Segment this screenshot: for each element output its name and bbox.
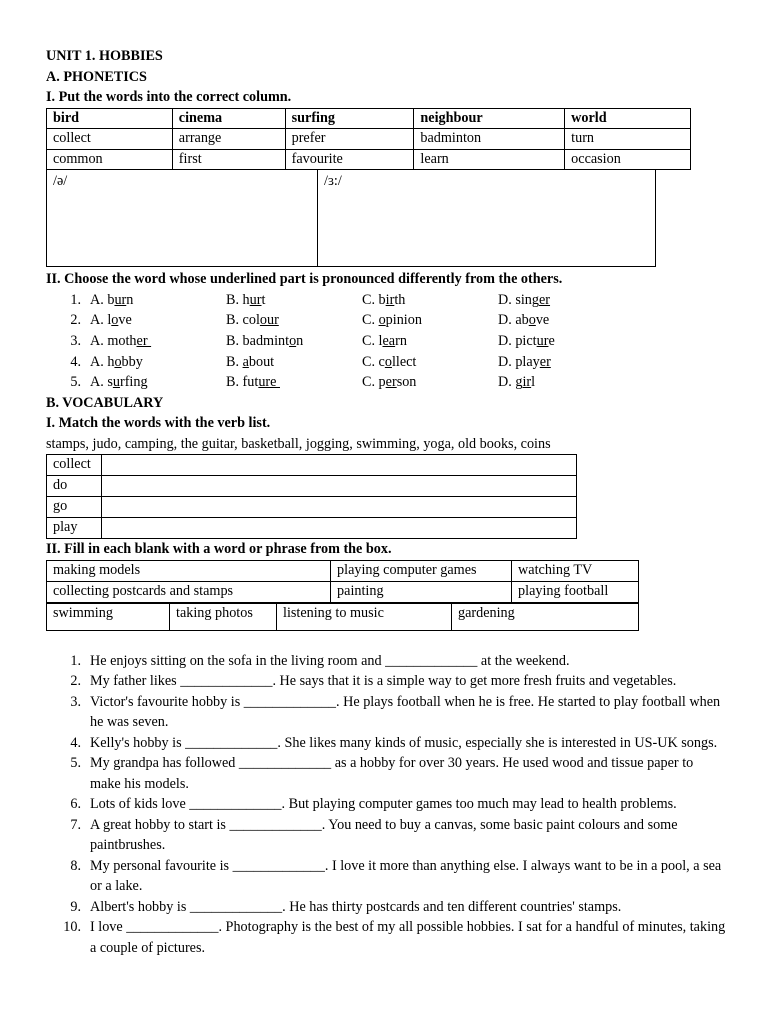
option-text: B. badmint [226, 332, 290, 349]
option-text: e [548, 332, 555, 349]
sentence-text: Albert's hobby is _____________. He has thirty postcards and ten different countries' stamps. [90, 898, 622, 915]
underlined-part: ure [258, 374, 280, 391]
option-text: D. sing [498, 291, 539, 308]
word-cell: neighbour [414, 108, 565, 129]
answer-option[interactable] [498, 290, 634, 311]
word-row [47, 129, 691, 150]
answer-cell[interactable] [102, 455, 577, 476]
vocab2-heading: II. Fill in each blank with a word or phrase from the box. [46, 541, 392, 558]
phrase-cell: painting [331, 581, 512, 602]
option-text: A. b [90, 291, 115, 308]
word-table [46, 108, 691, 171]
list-item [46, 794, 736, 815]
list-item [46, 651, 736, 672]
word-cell: bird [47, 108, 173, 129]
underlined-part: o [111, 312, 119, 329]
option-text: ve [535, 312, 550, 329]
verb-table [46, 454, 577, 539]
sentence-text: I love _____________. Photography is the best of my all possible hobbies. I sat for a handful of minutes, taking a couple of pictures. [90, 919, 726, 956]
answer-cell[interactable] [102, 518, 577, 539]
answer-option[interactable] [90, 310, 226, 331]
underlined-part: o [384, 353, 392, 370]
sound-sort-box [46, 170, 656, 267]
answer-option[interactable] [90, 352, 226, 373]
option-text: bout [248, 353, 275, 370]
phrase-cell: playing computer games [331, 560, 512, 581]
option-text: D. play [498, 353, 540, 370]
verb-cell: go [47, 497, 102, 518]
word-cell: occasion [565, 149, 691, 170]
sentence-text: Kelly's hobby is _____________. She likes many kinds of music, especially she is interested in US-UK songs. [90, 734, 718, 751]
question-number: 1. [70, 291, 81, 308]
option-text: son [396, 374, 417, 391]
mcq-row [46, 331, 736, 352]
section-a-heading: A. PHONETICS [46, 68, 147, 85]
underlined-part: o [378, 312, 386, 329]
sentence-number: 8. [70, 857, 81, 874]
option-text: t [261, 291, 266, 308]
underlined-part: er [385, 374, 397, 391]
option-text: B. h [226, 291, 250, 308]
list-item [46, 897, 736, 918]
underlined-part: ur [536, 332, 549, 349]
sentence-text: He enjoys sitting on the sofa in the living room and _____________ at the weekend. [90, 652, 570, 669]
phrase-cell: making models [47, 560, 331, 581]
answer-option[interactable] [498, 310, 634, 331]
word-cell: first [172, 149, 285, 170]
list-item [46, 692, 736, 733]
sentence-number: 3. [70, 693, 81, 710]
verb-row [47, 476, 577, 497]
answer-option[interactable] [90, 372, 226, 393]
verb-row [47, 497, 577, 518]
underlined-part: ur [249, 291, 262, 308]
answer-option[interactable] [226, 331, 362, 352]
option-text: A. s [90, 374, 113, 391]
word-cell: favourite [285, 149, 414, 170]
er-label: /ɜ:/ [324, 173, 342, 189]
answer-option[interactable] [226, 372, 362, 393]
option-text: th [394, 291, 406, 308]
word-cell: surfing [285, 108, 414, 129]
option-text: n [296, 332, 304, 349]
option-text: llect [391, 353, 417, 370]
option-text: A. l [90, 312, 112, 329]
question-number: 5. [70, 374, 81, 391]
answer-option[interactable] [362, 331, 498, 352]
word-cell: prefer [285, 129, 414, 150]
answer-option[interactable] [362, 352, 498, 373]
option-text: D. pict [498, 332, 537, 349]
sentence-text: A great hobby to start is _____________. You need to buy a canvas, some basic paint colours and some paintbrushes. [90, 816, 678, 854]
phrase-row [47, 603, 639, 631]
section-b-heading: B. VOCABULARY [46, 394, 164, 411]
underlined-part: er [539, 291, 551, 308]
mcq-row [46, 290, 736, 311]
phrase-cell: swimming [47, 603, 170, 631]
phrase-cell: watching TV [512, 560, 639, 581]
option-text: A. moth [90, 332, 137, 349]
underlined-part: er [539, 353, 551, 370]
phrase-box [46, 560, 639, 603]
option-text: C. c [362, 353, 385, 370]
answer-option[interactable] [362, 290, 498, 311]
schwa-label: /ə/ [53, 173, 68, 189]
option-text: rn [395, 332, 407, 349]
word-cell: common [47, 149, 173, 170]
answer-option[interactable] [226, 310, 362, 331]
sentence-number: 1. [70, 652, 81, 669]
sentence-number: 9. [70, 898, 81, 915]
answer-option[interactable] [90, 290, 226, 311]
question-number: 2. [70, 312, 81, 329]
verb-cell: play [47, 518, 102, 539]
word-cell: world [565, 108, 691, 129]
option-text: B. col [226, 312, 260, 329]
worksheet [46, 46, 736, 958]
underlined-part: ir [522, 374, 532, 391]
phrase-row [47, 560, 639, 581]
underlined-part: o [528, 312, 536, 329]
phrase-row [47, 581, 639, 602]
word-cell: arrange [172, 129, 285, 150]
answer-option[interactable] [498, 352, 634, 373]
fill-in-list [46, 651, 736, 959]
sentence-text: My father likes _____________. He says that it is a simple way to get more fresh fruits and vegetables. [90, 673, 677, 690]
list-item [46, 815, 736, 856]
word-row [47, 108, 691, 129]
answer-option[interactable] [362, 310, 498, 331]
phrase-box-bottom [46, 602, 639, 631]
answer-option[interactable] [498, 372, 634, 393]
answer-option[interactable] [226, 290, 362, 311]
word-cell: cinema [172, 108, 285, 129]
list-item [46, 671, 736, 692]
underlined-part: ea [382, 332, 396, 349]
sentence-text: Victor's favourite hobby is _____________. He plays football when he is free. He started to play football when he was seven. [90, 693, 721, 731]
list-item [46, 753, 736, 794]
option-text: D. g [498, 374, 523, 391]
option-text: B. fut [226, 374, 259, 391]
option-text: pinion [385, 312, 422, 329]
option-text: l [531, 374, 536, 391]
underlined-part: er [136, 332, 152, 349]
sentence-number: 5. [70, 755, 81, 772]
answer-cell[interactable] [102, 476, 577, 497]
vocab1-word-list: stamps, judo, camping, the guitar, basketball, jogging, swimming, yoga, old books, coins [46, 435, 551, 452]
sentence-text: Lots of kids love _____________. But playing computer games too much may lead to health problems. [90, 796, 677, 813]
question-number: 4. [70, 353, 81, 370]
option-text: n [126, 291, 134, 308]
phrase-cell: collecting postcards and stamps [47, 581, 331, 602]
answer-option[interactable] [498, 331, 634, 352]
schwa-column[interactable] [47, 170, 318, 266]
mcq-list [46, 290, 736, 393]
sentence-number: 7. [70, 816, 81, 833]
mcq-row [46, 352, 736, 373]
option-text: B. [226, 353, 243, 370]
sentence-text: My grandpa has followed _____________ as a hobby for over 30 years. He used wood and tissue paper to make his models. [90, 755, 694, 792]
sentence-number: 6. [70, 796, 81, 813]
underlined-part: our [259, 312, 279, 329]
question-number: 3. [70, 332, 81, 349]
list-item [46, 733, 736, 754]
option-text: C. b [362, 291, 386, 308]
sentence-number: 10. [63, 919, 81, 936]
word-row [47, 149, 691, 170]
verb-row [47, 455, 577, 476]
phrase-cell: playing football [512, 581, 639, 602]
sentence-number: 4. [70, 734, 81, 751]
option-text: ve [118, 312, 132, 329]
list-item [46, 917, 736, 958]
verb-cell: do [47, 476, 102, 497]
answer-option[interactable] [90, 331, 226, 352]
er-column[interactable] [318, 170, 655, 266]
word-cell: learn [414, 149, 565, 170]
vocab1-heading: I. Match the words with the verb list. [46, 415, 271, 432]
underlined-part: o [289, 332, 297, 349]
word-cell: badminton [414, 129, 565, 150]
option-text: C. p [362, 374, 386, 391]
phrase-cell: taking photos [170, 603, 277, 631]
option-text: A. h [90, 353, 115, 370]
part1-heading: I. Put the words into the correct column. [46, 89, 292, 105]
underlined-part: u [112, 374, 120, 391]
verb-cell: collect [47, 455, 102, 476]
underlined-part: a [242, 353, 249, 370]
option-text: C. l [362, 332, 383, 349]
phrase-cell: gardening [452, 603, 639, 631]
option-text: C. [362, 312, 379, 329]
answer-option[interactable] [226, 352, 362, 373]
underlined-part: ir [385, 291, 395, 308]
option-text: bby [121, 353, 143, 370]
option-text: rfing [119, 374, 148, 391]
verb-row [47, 518, 577, 539]
word-cell: collect [47, 129, 173, 150]
underlined-part: o [114, 353, 122, 370]
unit-title: UNIT 1. HOBBIES [46, 48, 163, 64]
answer-option[interactable] [362, 372, 498, 393]
sentence-text: My personal favourite is _____________. I love it more than anything else. I always want to be in a pool, a sea or a lake. [90, 857, 722, 895]
part2-heading: II. Choose the word whose underlined part is pronounced differently from the others. [46, 271, 563, 287]
mcq-row [46, 310, 736, 331]
underlined-part: ur [114, 291, 127, 308]
word-cell: turn [565, 129, 691, 150]
option-text: D. ab [498, 312, 529, 329]
phrase-cell: listening to music [277, 603, 452, 631]
sentence-number: 2. [70, 673, 81, 690]
answer-cell[interactable] [102, 497, 577, 518]
mcq-row [46, 372, 736, 393]
list-item [46, 856, 736, 897]
